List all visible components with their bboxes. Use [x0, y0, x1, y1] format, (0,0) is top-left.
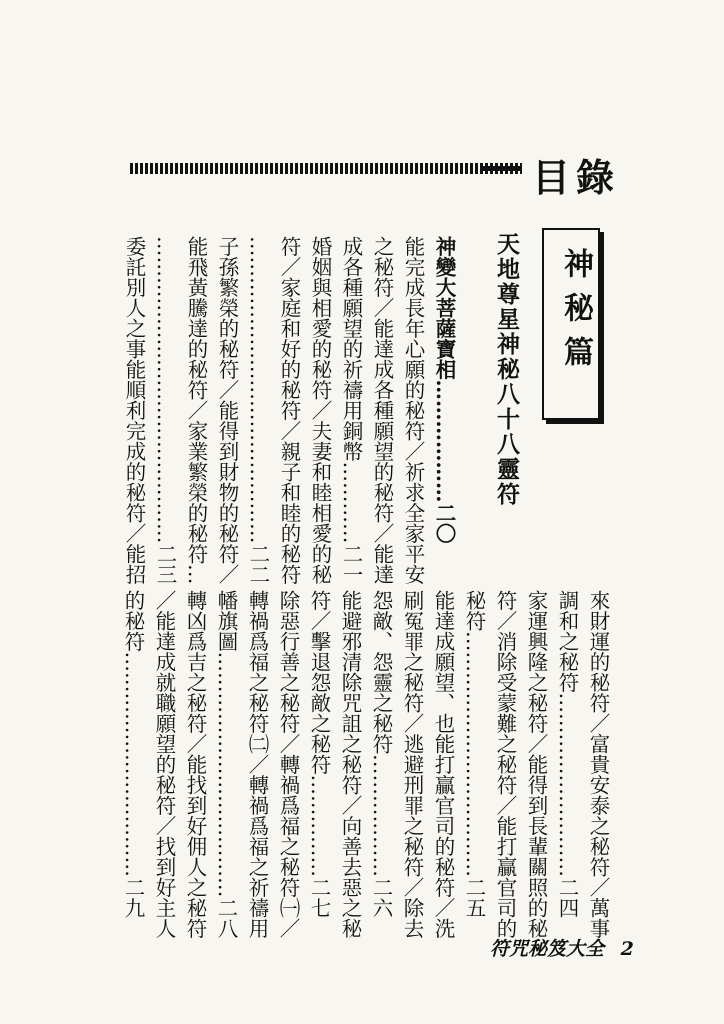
toc-column: 來財運的秘符／富貴安泰之秘符／萬事 [586, 590, 610, 939]
toc-column: 成各種願望的祈禱用銅幣…………二一 [339, 236, 363, 585]
toc-column: 能完成長年心願的秘符／祈求全家平安 [401, 236, 425, 585]
toc-column: 能達成願望、也能打贏官司的秘符／洗 [431, 590, 455, 939]
section-box [542, 228, 600, 420]
toc-column: 秘符………………………………二五 [462, 590, 486, 918]
toc-column: 家運興隆之秘符／能得到長輩關照的秘 [524, 590, 548, 939]
toc-column: 子孫繁榮的秘符／能得到財物的秘符／ [215, 236, 239, 585]
toc-column: 神變大菩薩寶相………………二〇 [432, 236, 456, 544]
page-footer [490, 934, 634, 961]
page-number: 2 [620, 938, 634, 960]
toc-column: 能避邪清除咒詛之秘符／向善去惡之秘 [338, 590, 362, 939]
toc-column: 幡旗圖………………………………二八 [214, 590, 238, 939]
page-title: 目錄 [532, 155, 621, 200]
toc-column: 怨敵、怨靈之秘符………………二六 [369, 590, 393, 918]
toc-column: 婚姻與相愛的秘符／夫妻和睦相愛的秘 [308, 236, 332, 585]
toc-column: 能飛黃騰達的秘符／家業繁榮的秘符… [184, 236, 208, 585]
sub-heading: 天地尊星神秘八十八靈符 [493, 232, 520, 507]
toc-column: 轉禍爲福之秘符㈡／轉禍爲福之祈禱用 [245, 590, 269, 939]
toc-column: 除惡行善之秘符／轉禍爲福之秘符㈠／ [276, 590, 300, 939]
toc-column: 刷冤罪之秘符／逃避刑罪之秘符／除去 [400, 590, 424, 939]
book-title: 符咒秘笈大全 [490, 938, 605, 960]
toc-column: 符／消除受蒙難之秘符／能打贏官司的 [493, 590, 517, 939]
toc-column: ………………………………………二二 [246, 236, 270, 585]
toc-column: 符／家庭和好的秘符／親子和睦的秘符 [277, 236, 301, 585]
toc-column: ………………………………………二三 [153, 236, 177, 585]
header-rule [130, 163, 522, 174]
toc-column: 委託別人之事能順利完成的秘符／能招 [122, 236, 146, 585]
toc-column: 轉凶爲吉之秘符／能找到好佣人之秘符 [183, 590, 207, 939]
toc-column: 的秘符……………………………二九 [121, 590, 145, 918]
toc-column: 符／擊退怨敵之秘符……………二七 [307, 590, 331, 918]
section-title: 神秘篇 [558, 248, 593, 380]
toc-column: 調和之秘符………………………二四 [555, 590, 579, 918]
toc-column: ／能達成就職願望的秘符／找到好主人 [152, 590, 176, 939]
toc-column: 之秘符／能達成各種願望的秘符／能達 [370, 236, 394, 585]
